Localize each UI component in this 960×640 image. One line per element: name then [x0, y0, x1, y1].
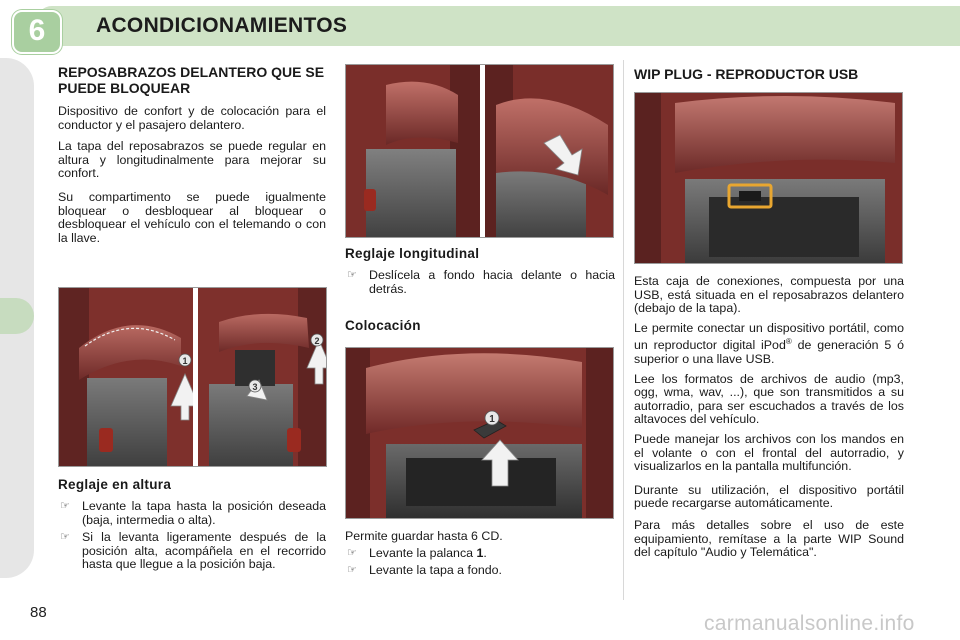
placement-photo	[345, 347, 614, 519]
height-adjust-heading: Reglaje en altura	[58, 477, 172, 492]
placement-section	[345, 530, 615, 582]
watermark-logo: carmanualsonline.info	[704, 612, 915, 635]
armrest-heading: REPOSABRAZOS DELANTERO QUE SE PUEDE BLOQUEAR	[58, 64, 325, 96]
wip-heading: WIP PLUG - REPRODUCTOR USB	[634, 66, 859, 82]
list-item: ☞ Levante la palanca 1.	[347, 545, 487, 560]
list-item: ☞ Levante la tapa a fondo.	[347, 563, 502, 578]
list-item: ☞ Deslícela a fondo hacia delante o hacia detrás.	[347, 268, 615, 296]
marker-3: 3	[252, 382, 258, 392]
wip-section	[634, 275, 904, 560]
height-adjust-photo	[58, 287, 327, 467]
pointing-hand-icon: ☞	[347, 546, 357, 559]
height-adjust-section	[58, 477, 326, 576]
longitudinal-heading: Reglaje longitudinal	[345, 246, 480, 261]
height-adjust-list	[58, 500, 326, 572]
wip-para-6: Para más detalles sobre el uso de este equipamiento, remítase a la parte WIP Sound del capítulo "Audio y Telemática".	[634, 518, 904, 560]
pointing-hand-icon: ☞	[347, 269, 357, 281]
armrest-para-1: Dispositivo de confort y de colocación para el conductor y el pasajero delantero.	[58, 104, 326, 132]
longitudinal-photo	[345, 64, 614, 238]
marker-2: 2	[314, 336, 320, 346]
usb-photo	[634, 92, 903, 264]
pointing-hand-icon: ☞	[60, 531, 70, 544]
longitudinal-section	[345, 246, 615, 333]
list-item: ☞ Si la levanta ligeramente después de la posición alta, acompáñela en el recorrido hasta que llegue a la posición baja.	[60, 530, 326, 572]
placement-list	[345, 547, 615, 578]
list-item: ☞ Levante la tapa hasta la posición deseada (baja, intermedia o alta).	[60, 499, 326, 527]
column-divider	[623, 60, 624, 600]
wip-para-4: Puede manejar los archivos con los mandos en el volante o con el frontal del autorradio, y visualizarlos en la pantalla multifunción.	[634, 432, 904, 474]
armrest-section	[58, 64, 326, 245]
chapter-tab	[12, 10, 62, 54]
wip-para-3: Lee los formatos de archivos de audio (mp3, ogg, wma, wav, ...), que son transmitidos a su autorradio, para ser escuchados a través de los altavoces del vehículo.	[634, 371, 904, 427]
pointing-hand-icon: ☞	[60, 500, 70, 512]
armrest-para-2: La tapa del reposabrazos se puede regular en altura y longitudinalmente para mejorar su confort.	[58, 139, 326, 181]
wip-para-1: Esta caja de conexiones, compuesta por una USB, está situada en el reposabrazos delantero (debajo de la tapa).	[634, 274, 904, 316]
armrest-para-3: Su compartimento se puede igualmente bloquear o desbloquear al bloquear o desbloquear el vehículo con el telemando o con la llave.	[58, 189, 326, 245]
chapter-number: 6	[28, 14, 46, 47]
marker-1: 1	[182, 356, 188, 366]
page-number: 88	[30, 604, 47, 621]
wip-para-5: Durante su utilización, el dispositivo portátil puede recargarse automáticamente.	[634, 482, 904, 511]
placement-marker-1: 1	[489, 414, 495, 425]
wip-heading-block	[634, 66, 904, 82]
pointing-hand-icon: ☞	[347, 564, 357, 577]
page-title: ACONDICIONAMIENTOS	[96, 14, 348, 37]
longitudinal-list	[345, 269, 615, 296]
placement-heading: Colocación	[345, 318, 421, 334]
wip-para-2: Le permite conectar un dispositivo portátil, como un reproductor digital iPod® de generación 5 ó superior o una llave USB.	[634, 320, 904, 367]
placement-intro: Permite guardar hasta 6 CD.	[345, 529, 503, 543]
